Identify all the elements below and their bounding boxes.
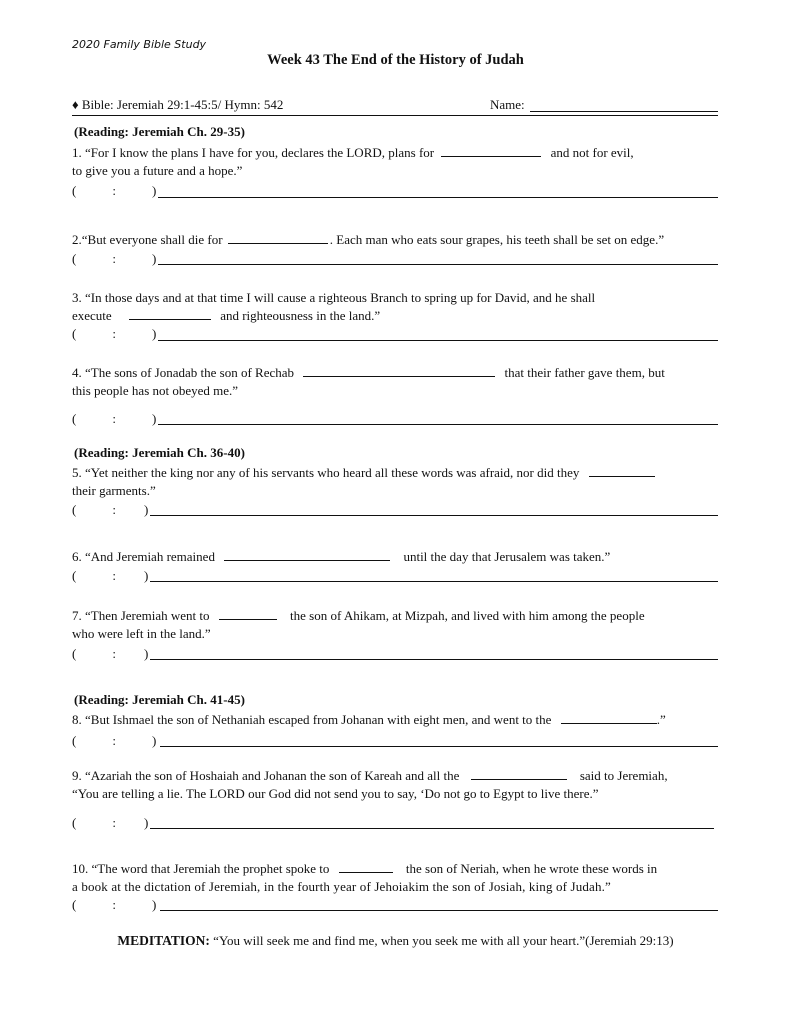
question-3-line-1: 3. “In those days and at that time I will cause a righteous Branch to spring up for David, and he shall <box>72 290 596 305</box>
section-heading-2: (Reading: Jeremiah Ch. 36-40) <box>74 445 245 460</box>
answer-blank[interactable] <box>228 231 328 244</box>
reference-answer-line[interactable] <box>160 746 718 747</box>
reference-field: ( : ) <box>72 251 157 266</box>
reference-answer-line[interactable] <box>158 340 718 341</box>
reference-answer-line[interactable] <box>150 828 714 829</box>
question-10-line-2: a book at the dictation of Jeremiah, in the fourth year of Jehoiakim the son of Josiah, king of Judah.” <box>72 879 611 894</box>
meditation-label: MEDITATION: <box>117 933 210 948</box>
question-4-line-2: this people has not obeyed me.” <box>72 383 239 398</box>
answer-blank[interactable] <box>471 767 567 780</box>
answer-blank[interactable] <box>339 860 393 873</box>
section-heading-3: (Reading: Jeremiah Ch. 41-45) <box>74 692 245 707</box>
question-3-line-2: execute and righteousness in the land.” <box>72 308 381 323</box>
question-4-line-1: 4. “The sons of Jonadab the son of Rechab that their father gave them, but <box>72 365 665 380</box>
meditation-text: “You will seek me and find me, when you seek me with all your heart.”(Jeremiah 29:13) <box>213 933 674 948</box>
question-9-line-1: 9. “Azariah the son of Hoshaiah and Johanan the son of Kareah and all the said to Jeremiah, <box>72 768 668 783</box>
header-rule <box>72 115 718 116</box>
reference-answer-line[interactable] <box>158 197 718 198</box>
answer-blank[interactable] <box>561 711 657 724</box>
question-5-line-2: their garments.” <box>72 483 156 498</box>
answer-blank[interactable] <box>219 607 277 620</box>
answer-blank[interactable] <box>224 548 390 561</box>
reference-field: ( : ) <box>72 733 157 748</box>
page-title: Week 43 The End of the History of Judah <box>267 52 524 68</box>
question-8-line-1: 8. “But Ishmael the son of Nethaniah escaped from Johanan with eight men, and went to the .” <box>72 712 666 727</box>
question-2-line-1: 2.“But everyone shall die for . Each man who eats sour grapes, his teeth shall be set on edge.” <box>72 232 665 247</box>
section-heading-1: (Reading: Jeremiah Ch. 29-35) <box>74 124 245 139</box>
reference-answer-line[interactable] <box>158 424 718 425</box>
reference-answer-line[interactable] <box>158 264 718 265</box>
answer-blank[interactable] <box>441 144 541 157</box>
question-5-line-1: 5. “Yet neither the king nor any of his servants who heard all these words was afraid, nor did they <box>72 464 655 482</box>
reference-field: ( : ) <box>72 897 157 912</box>
name-label: Name: <box>490 97 525 112</box>
meditation-verse <box>0 933 791 949</box>
reference-field: ( : ) <box>72 568 149 583</box>
question-10-line-1: 10. “The word that Jeremiah the prophet spoke to the son of Neriah, when he wrote these words in <box>72 861 658 876</box>
reference-answer-line[interactable] <box>150 515 718 516</box>
reference-field: ( : ) <box>72 411 157 426</box>
question-1-line-1: 1. “For I know the plans I have for you, declares the LORD, plans for and not for evil, <box>72 145 634 160</box>
header-note: 2020 Family Bible Study <box>72 38 207 51</box>
name-field-line[interactable] <box>530 111 718 112</box>
reference-field: ( : ) <box>72 183 157 198</box>
bible-hymn-line: ♦ Bible: Jeremiah 29:1-45:5/ Hymn: 542 <box>72 97 284 112</box>
reference-field: ( : ) <box>72 815 149 830</box>
question-1-line-2: to give you a future and a hope.” <box>72 163 243 178</box>
question-7-line-2: who were left in the land.” <box>72 626 211 641</box>
reference-field: ( : ) <box>72 646 149 661</box>
question-7-line-1: 7. “Then Jeremiah went to the son of Ahikam, at Mizpah, and lived with him among the people <box>72 608 645 623</box>
answer-blank[interactable] <box>589 464 655 477</box>
reference-answer-line[interactable] <box>150 581 718 582</box>
reference-field: ( : ) <box>72 502 149 517</box>
question-9-line-2: “You are telling a lie. The LORD our God did not send you to say, ‘Do not go to Egypt to live there.” <box>72 786 599 801</box>
reference-answer-line[interactable] <box>160 910 718 911</box>
question-6-line-1: 6. “And Jeremiah remained until the day that Jerusalem was taken.” <box>72 549 611 564</box>
answer-blank[interactable] <box>129 307 211 320</box>
answer-blank[interactable] <box>303 364 495 377</box>
reference-answer-line[interactable] <box>150 659 718 660</box>
reference-field: ( : ) <box>72 326 157 341</box>
